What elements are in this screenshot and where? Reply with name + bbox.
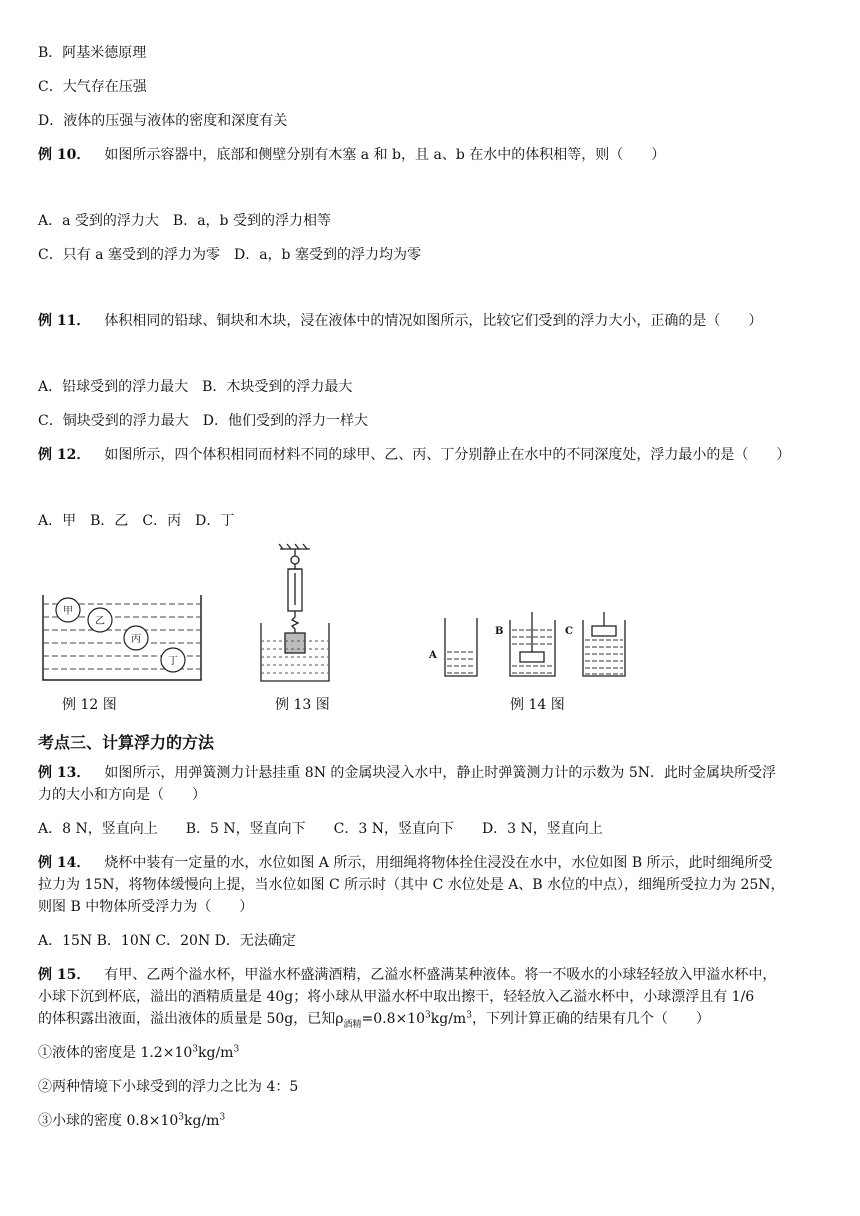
item3-unit-sup: 3 — [219, 1112, 226, 1123]
ex12-label: 例 12． — [38, 447, 91, 463]
ex14-label: 例 14． — [38, 855, 91, 871]
ex11-label: 例 11． — [38, 313, 91, 329]
ex14-stem-line1 — [38, 853, 773, 873]
figure-13-diagram — [255, 543, 335, 688]
ex15-text3d: ，下列计算正确的结果有几个（ ） — [471, 1011, 710, 1027]
item1-unit: kg/m — [198, 1045, 234, 1061]
ex10-options-row2 — [38, 245, 421, 265]
ball-jia-label: 甲 — [63, 606, 73, 617]
option-b: B．阿基米德原理 — [38, 45, 147, 61]
beaker-c-label: C — [565, 626, 573, 637]
item3-unit: kg/m — [184, 1113, 220, 1129]
ex12-opt-a: A．甲 — [38, 513, 77, 529]
figure-13-caption: 例 13 图 — [275, 697, 330, 713]
ex12-opt-b: B．乙 — [90, 513, 129, 529]
ex12-options — [38, 511, 234, 531]
ex10-stem — [38, 145, 665, 165]
ex12-stem — [38, 445, 790, 465]
figure-14-diagram — [425, 600, 655, 680]
ex10-opt-d: D．a，b 塞受到的浮力均为零 — [233, 247, 421, 263]
ex13-options — [38, 819, 603, 839]
figure-12-diagram — [38, 580, 208, 685]
ex14-options: A．15N B．10N C．20N D．无法确定 — [38, 933, 296, 949]
ball-ding-label: 丁 — [168, 656, 178, 667]
ex11-opt-a: A．铅球受到的浮力最大 — [38, 379, 189, 395]
ex10-options-row1 — [38, 211, 331, 231]
item1-unit-sup: 3 — [233, 1044, 240, 1055]
ex12-opt-d: D．丁 — [195, 513, 235, 529]
ex13-opt-b: B．5 N，竖直向下 — [185, 821, 306, 837]
ex13-opt-a: A．8 N，竖直向上 — [38, 821, 158, 837]
item3-exp: 3 — [178, 1112, 184, 1123]
ex15-item1 — [38, 1043, 239, 1063]
item1-text: ①液体的密度是 1.2×10 — [38, 1045, 193, 1061]
ex10-opt-c: C．只有 a 塞受到的浮力为零 — [38, 247, 220, 263]
ex15-text3c: kg/m — [430, 1011, 467, 1027]
item1-exp: 3 — [192, 1044, 198, 1055]
ex11-opt-c: C．铜块受到的浮力最大 — [38, 413, 189, 429]
figure-12-caption: 例 12 图 — [62, 697, 117, 713]
ex15-item2: ②两种情境下小球受到的浮力之比为 4：5 — [38, 1079, 299, 1095]
section-heading: 考点三、计算浮力的方法 — [38, 733, 215, 752]
ex13-opt-c: C．3 N，竖直向下 — [333, 821, 454, 837]
beaker-b-label: B — [495, 626, 504, 637]
beaker-a-label: A — [429, 650, 437, 661]
ex11-stem — [38, 311, 762, 331]
ex13-stem-line1 — [38, 763, 776, 783]
ex11-options-row2 — [38, 411, 368, 431]
figure-14-caption: 例 14 图 — [510, 697, 565, 713]
ex13-stem-line2: 力的大小和方向是（ ） — [38, 787, 206, 803]
item3-text: ③小球的密度 0.8×10 — [38, 1113, 179, 1129]
option-d: D．液体的压强与液体的密度和深度有关 — [38, 113, 288, 129]
ex10-text: 如图所示容器中，底部和侧壁分别有木塞 a 和 b，且 a、b 在水中的体积相等，则（ ） — [104, 147, 666, 163]
ex15-stem-line2: 小球下沉到杯底，溢出的酒精质量是 40g；将小球从甲溢水杯中取出擦干，轻轻放入乙溢水杯中，小球漂浮且有 1/6 — [38, 989, 755, 1005]
exp-sup: 3 — [425, 1010, 431, 1021]
unit-sup: 3 — [466, 1010, 472, 1021]
ex15-stem-line1 — [38, 965, 776, 985]
ex13-opt-d: D．3 N，竖直向上 — [481, 821, 603, 837]
ex10-label: 例 10． — [38, 147, 91, 163]
ex11-options-row1 — [38, 377, 352, 397]
ex15-label: 例 15． — [38, 967, 91, 983]
ex11-opt-d: D．他们受到的浮力一样大 — [202, 413, 368, 429]
ex11-text: 体积相同的铅球、铜块和木块，浸在液体中的情况如图所示，比较它们受到的浮力大小，正确的是（ ） — [104, 313, 763, 329]
ex12-opt-c: C．丙 — [142, 513, 182, 529]
rho-subscript: 酒精 — [343, 1019, 362, 1030]
ball-bing-label: 丙 — [131, 634, 141, 645]
ex15-text1: 有甲、乙两个溢水杯，甲溢水杯盛满酒精，乙溢水杯盛满某种液体。将一不吸水的小球轻轻放入甲溢水杯中， — [104, 967, 777, 983]
ex15-text3b: =0.8×10 — [361, 1011, 426, 1027]
ex11-opt-b: B．木块受到的浮力最大 — [202, 379, 353, 395]
ex12-text: 如图所示，四个体积相同而材料不同的球甲、乙、丙、丁分别静止在水中的不同深度处，浮力最小的是（ ） — [104, 447, 791, 463]
ex10-opt-b: B．a，b 受到的浮力相等 — [172, 213, 331, 229]
ex13-label: 例 13． — [38, 765, 91, 781]
option-c: C．大气存在压强 — [38, 79, 147, 95]
ball-yi-label: 乙 — [95, 616, 105, 627]
ex13-text1: 如图所示，用弹簧测力计悬挂重 8N 的金属块浸入水中，静止时弹簧测力计的示数为 5N．此时金属块所受浮 — [104, 765, 777, 781]
ex14-stem-line2: 拉力为 15N，将物体缓慢向上提，当水位如图 C 所示时（其中 C 水位处是 A、B 水位的中点），细绳所受拉力为 25N， — [38, 877, 785, 893]
ex15-item3 — [38, 1111, 225, 1131]
ex15-text3a: 的体积露出液面，溢出液体的质量是 50g，已知ρ — [38, 1011, 344, 1027]
ex10-opt-a: A．a 受到的浮力大 — [38, 213, 159, 229]
ex14-text1: 烧杯中装有一定量的水，水位如图 A 所示，用细绳将物体拴住浸没在水中，水位如图 B 所示，此时细绳所受 — [104, 855, 773, 871]
ex15-stem-line3 — [38, 1009, 710, 1029]
ex14-stem-line3: 则图 B 中物体所受浮力为（ ） — [38, 899, 254, 915]
